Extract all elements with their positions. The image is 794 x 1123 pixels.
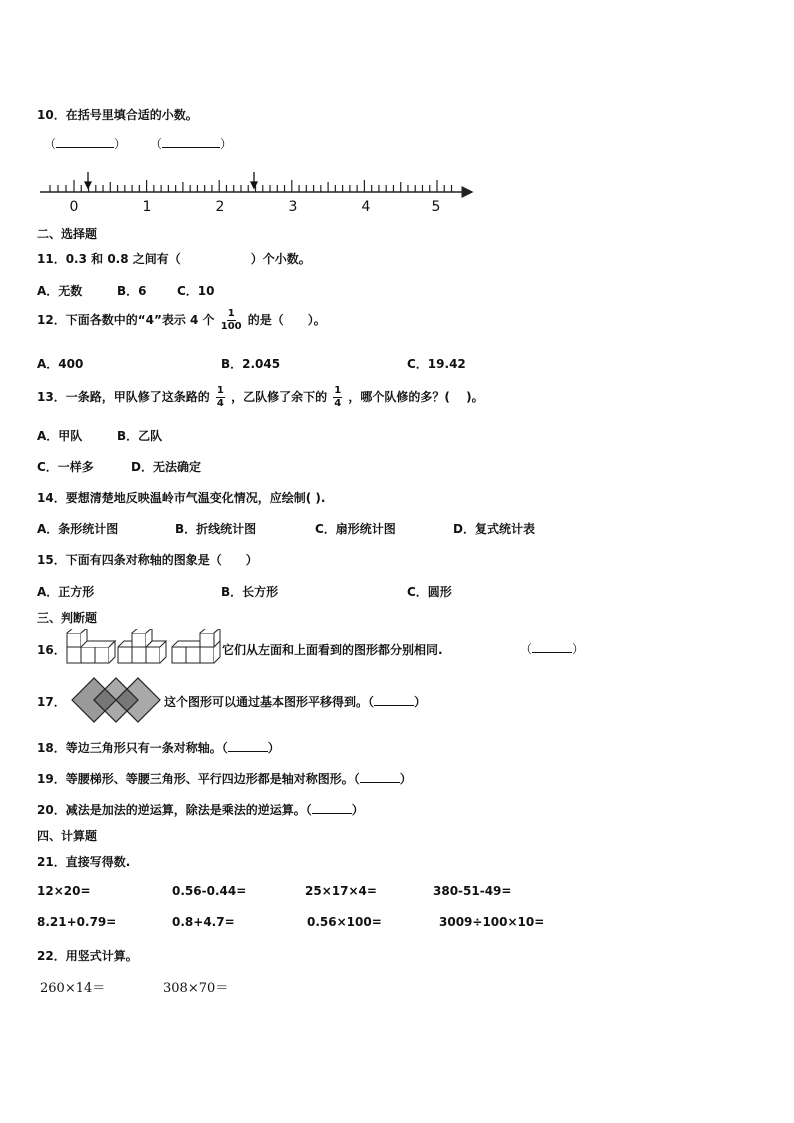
number-line: [36, 168, 478, 218]
q16-text: 它们从左面和上面看到的图形都分别相同.: [222, 643, 443, 657]
numberline-label-3: 3: [288, 199, 298, 215]
q12-option-a[interactable]: A．400: [37, 357, 84, 371]
q13: 13．一条路，甲队修了这条路的 $\frac{1}{4}$ ，乙队修了余下的 $\frac{1}{4}$ ，哪个队修的多？( )。: [37, 385, 484, 409]
q14: 14．要想清楚地反映温岭市气温变化情况，应绘制( ).: [37, 491, 326, 505]
pointer-arrow-1: [85, 172, 91, 188]
q21-r1-c3: 25×17×4=: [305, 884, 377, 898]
cube-figure-2: [118, 629, 166, 663]
q17-number: 17．: [37, 695, 66, 709]
numberline-label-0: 0: [69, 199, 79, 215]
q21-r2-c2: 0.8+4.7=: [172, 915, 235, 929]
section-3-title: 三、判断题: [37, 611, 98, 625]
q21-r2-c3: 0.56×100=: [307, 915, 382, 929]
q18: 18．等边三角形只有一条对称轴。（ ）: [37, 741, 280, 755]
q15-option-b[interactable]: B．长方形: [221, 585, 279, 599]
cube-figures: [64, 629, 222, 667]
q13-option-b[interactable]: B．乙队: [117, 429, 163, 443]
q19-answer-blank[interactable]: [360, 771, 400, 783]
q21-r1-c2: 0.56-0.44=: [172, 884, 247, 898]
q10-answer-2[interactable]: （ ）: [150, 137, 233, 151]
q12-option-b[interactable]: B．2.045: [221, 357, 281, 371]
q14-option-d[interactable]: D．复式统计表: [453, 522, 535, 536]
q21-r2-c4: 3009÷100×10=: [439, 915, 545, 929]
q12: 12．下面各数中的“4”表示 4 个 $\frac{1}{100}$ 的是（ ）。: [37, 308, 326, 332]
q15-option-c[interactable]: C．圆形: [407, 585, 452, 599]
q17-text: 这个图形可以通过基本图形平移得到。（ ）: [164, 695, 427, 709]
q10: 10．在括号里填合适的小数。: [37, 108, 198, 122]
q22-item-1: 260×14＝: [40, 981, 106, 996]
q15: 15．下面有四条对称轴的图象是（ ）: [37, 553, 258, 567]
numberline-label-2: 2: [215, 199, 225, 215]
fraction-1-4-b: $\frac{1}{4}$: [334, 385, 342, 409]
q21-r1-c1: 12×20=: [37, 884, 91, 898]
q20: 20．减法是加法的逆运算，除法是乘法的逆运算。（ ）: [37, 803, 364, 817]
q12-option-c[interactable]: C．19.42: [407, 357, 466, 371]
numberline-label-1: 1: [142, 199, 152, 215]
q21-r2-c1: 8.21+0.79=: [37, 915, 117, 929]
section-2-title: 二、选择题: [37, 227, 98, 241]
diamond-figure: [70, 675, 162, 725]
q14-option-b[interactable]: B．折线统计图: [175, 522, 257, 536]
cube-figure-1: [67, 629, 115, 663]
q11: 11．0.3 和 0.8 之间有（ ）个小数。: [37, 252, 311, 266]
section-4-title: 四、计算题: [37, 829, 98, 843]
q14-option-c[interactable]: C．扇形统计图: [315, 522, 396, 536]
q16-answer[interactable]: （ ）: [520, 642, 585, 656]
q22-item-2: 308×70＝: [163, 981, 229, 996]
q14-option-a[interactable]: A．条形统计图: [37, 522, 119, 536]
q11-option-a[interactable]: A．无数: [37, 284, 83, 298]
numberline-label-4: 4: [361, 199, 371, 215]
q15-option-a[interactable]: A．正方形: [37, 585, 95, 599]
q20-answer-blank[interactable]: [312, 802, 352, 814]
fraction-1-100: $\frac{1}{100}$: [220, 308, 242, 332]
q11-option-b[interactable]: B．6: [117, 284, 147, 298]
q13-option-a[interactable]: A．甲队: [37, 429, 83, 443]
q22: 22．用竖式计算。: [37, 949, 138, 963]
fraction-1-4-a: $\frac{1}{4}$: [216, 385, 224, 409]
q21-r1-c4: 380-51-49=: [433, 884, 512, 898]
numberline-label-5: 5: [431, 199, 441, 215]
pointer-arrow-2: [251, 172, 257, 188]
q18-answer-blank[interactable]: [228, 740, 268, 752]
cube-figure-3: [172, 629, 220, 663]
q10-answer-1[interactable]: （ ）: [44, 137, 127, 151]
q21: 21．直接写得数.: [37, 855, 131, 869]
q11-option-c[interactable]: C．10: [177, 284, 215, 298]
q13-option-d[interactable]: D．无法确定: [131, 460, 201, 474]
q13-option-c[interactable]: C．一样多: [37, 460, 94, 474]
q16-number: 16．: [37, 643, 66, 657]
q19: 19．等腰梯形、等腰三角形、平行四边形都是轴对称图形。（ ）: [37, 772, 412, 786]
